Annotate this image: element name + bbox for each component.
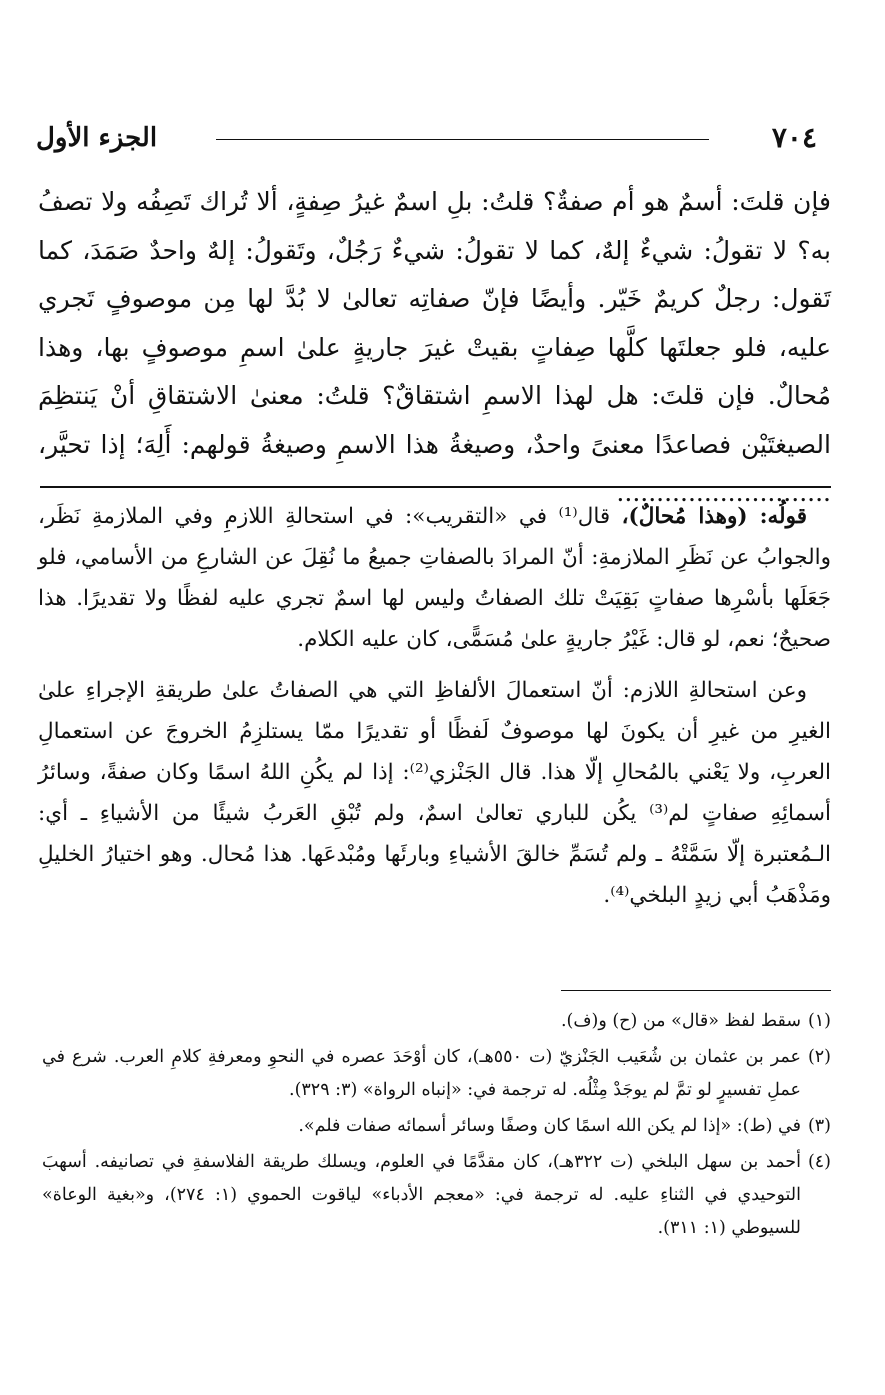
header-rule bbox=[216, 139, 709, 140]
commentary-paragraph-1 bbox=[38, 496, 831, 660]
footnote-text: عمر بن عثمان بن شُعَيب الجَنْزيّ (ت ٥٥٠هـ)، كان أوْحَدَ عصره في النحوِ ومعرفةِ كلامِ العرب. شرع في عملِ تفسيرٍ لو تمَّ لم يوجَدْ مِثْلُه. له ترجمة في: «إنباه الرواة» (٣: ٣٢٩). bbox=[42, 1047, 801, 1100]
footnote-text: سقط لفظ «قال» من (ح) و(ف). bbox=[560, 1011, 801, 1031]
footnote-text: في (ط): «إذا لم يكن الله اسمًا كان وصفًا وسائر أسمائه صفات فلم». bbox=[298, 1116, 801, 1136]
footnote-3 bbox=[42, 1110, 831, 1143]
footnote-number: (٢) bbox=[807, 1047, 831, 1067]
commentary bbox=[38, 496, 831, 916]
commentary-p1-body: قال⁽¹⁾ في «التقريب»: في استحالةِ اللازمِ وفي الملازمةِ نَظَر، والجوابُ عن نَظَرِ الملازمةِ: أنّ المرادَ بالصفاتِ جميعُ ما نُقِلَ عن الشارعِ من الأسامي، فلو جَعَلَها بأسْرِها صفاتٍ بَقِيَتْ تلك الصفاتُ وليس لها اسمٌ تجري عليه لفظًا ولا تقديرًا. هذا صحيحٌ؛ نعم، لو قال: غَيْرُ جاريةٍ علىٰ مُسَمًّى، كان عليه الكلام. bbox=[38, 504, 831, 652]
footnote-1 bbox=[42, 1005, 831, 1038]
footnote-number: (٤) bbox=[807, 1152, 831, 1172]
commentary-lead: قولُه: (وهذا مُحالٌ)، bbox=[621, 504, 807, 529]
page-header bbox=[36, 118, 817, 158]
footnote-text: أحمد بن سهل البلخي (ت ٣٢٢هـ)، كان مقدَّمًا في العلوم، ويسلك طريقة الفلاسفةِ في تصانيفه. أسهبَ التوحيدي في الثناءِ عليه. له ترجمة في: «معجم الأدباء» لياقوت الحموي (١: ٢٧٤)، و«بغية الوعاة» للسيوطي (١: ٣١١). bbox=[42, 1152, 801, 1238]
footnote-rule bbox=[561, 990, 831, 991]
main-ellipsis: ........................... bbox=[616, 478, 831, 507]
footnote-number: (٣) bbox=[807, 1116, 831, 1136]
footnote-4 bbox=[42, 1146, 831, 1245]
footnote-number: (١) bbox=[807, 1011, 831, 1031]
footnote-2 bbox=[42, 1041, 831, 1107]
page-number: ٧٠٤ bbox=[771, 121, 817, 154]
main-body: فإن قلتَ: أسمٌ هو أم صفةٌ؟ قلتُ: بلِ اسمٌ غيرُ صِفةٍ، ألا تُراك تَصِفُه ولا تصفُ به؟ لا تقولُ: شيءٌ إلهٌ، كما لا تقولُ: شيءٌ رَجُلٌ، وتَقولُ: إلهٌ واحدٌ صَمَدَ، كما تَقول: رجلٌ كريمٌ خَيّر. وأيضًا فإنّ صفاتِه تعالىٰ لا بُدَّ لها مِن موصوفٍ تَجري عليه، فلو جعلتَها كلَّها صِفاتٍ بقيتْ غيرَ جاريةٍ علىٰ اسمِ موصوفٍ بها، وهذا مُحالٌ. فإن قلتَ: هل لهذا الاسمِ اشتقاقٌ؟ قلتُ: معنىٰ الاشتقاقِ أنْ يَنتظِمَ الصيغتَيْن فصاعدًا معنىً واحدٌ، وصيغةُ هذا الاسمِ وصيغةُ قولهم: أَلِهَ؛ إذا تحيَّر، bbox=[38, 187, 831, 459]
commentary-paragraph-2: وعن استحالةِ اللازم: أنّ استعمالَ الألفاظِ التي هي الصفاتُ علىٰ طريقةِ الإجراءِ علىٰ الغيرِ من غيرِ أن يكونَ لها موصوفٌ لَفظًا أو تقديرًا ممّا يستلزِمُ الخروجَ عن استعمالِ العربِ، ولا يَعْني بالمُحالِ إلّا هذا. قال الجَنْزي⁽²⁾: إذا لم يكُنِ اللهُ اسمًا وكان صفةً، وسائرُ أسمائِهِ صفاتٍ لم⁽³⁾ يكُن للباري تعالىٰ اسمٌ، ولم تُبْقِ العَربُ شيئًا من الأشياءِ ـ أي: الـمُعتبرة إلّا سَمَّتْهُ ـ ولم تُسَمِّ خالقَ الأشياءِ وبارئَها ومُبْدعَها. هذا مُحال. وهو اختيارُ الخليلِ ومَذْهَبُ أبي زيدٍ البلخي⁽⁴⁾. bbox=[38, 678, 832, 908]
main-text bbox=[38, 178, 831, 518]
section-rule bbox=[40, 486, 831, 488]
footnotes bbox=[42, 1005, 831, 1248]
main-paragraph bbox=[38, 178, 831, 518]
running-title: الجزء الأول bbox=[36, 123, 158, 153]
